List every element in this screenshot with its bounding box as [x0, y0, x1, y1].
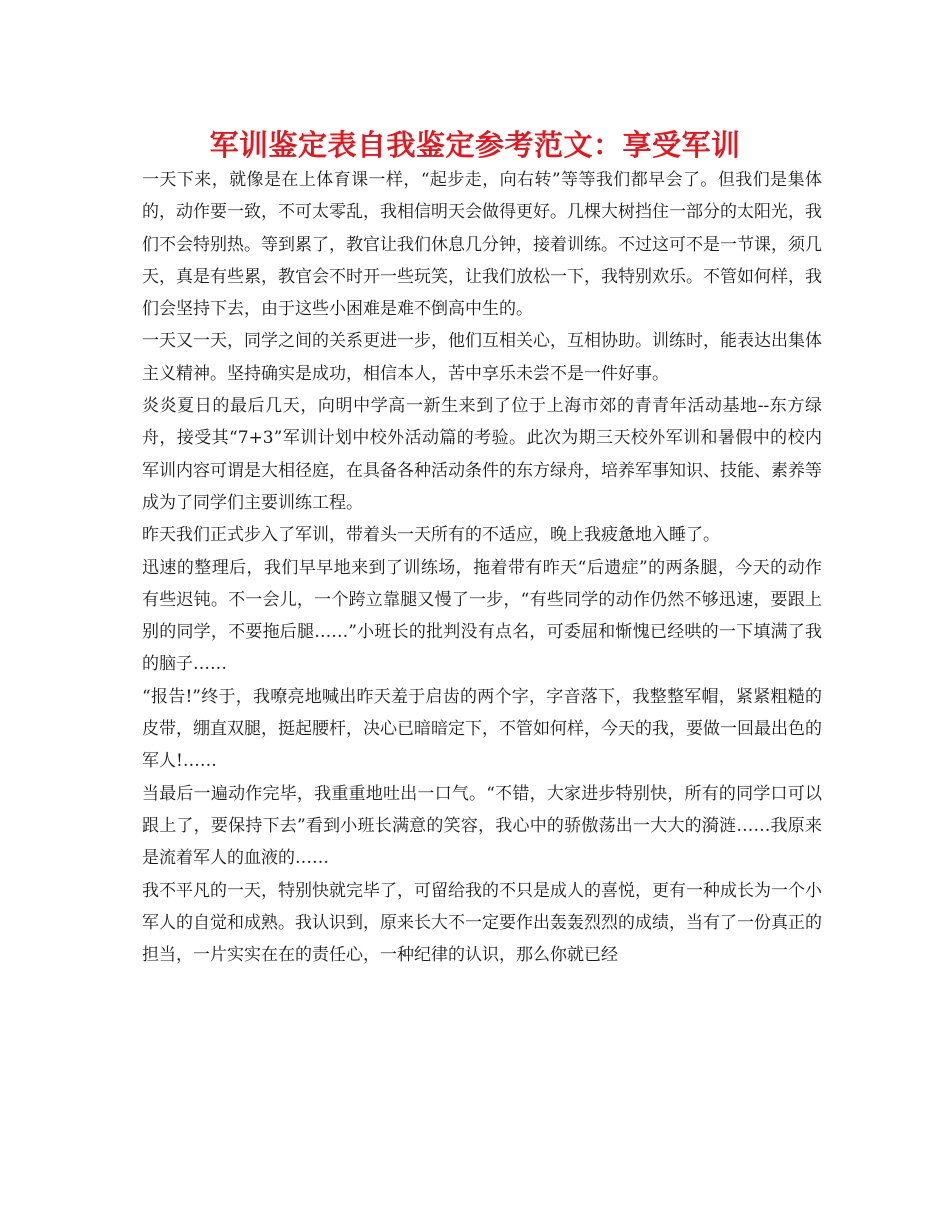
document-title: 军训鉴定表自我鉴定参考范文：享受军训 [209, 128, 741, 162]
paragraph: 昨天我们正式步入了军训，带着头一天所有的不适应，晚上我疲惫地入睡了。 [142, 525, 720, 546]
document-body [142, 164, 822, 971]
paragraph: 迅速的整理后，我们早早地来到了训练场，拖着带有昨天“后遗症”的两条腿，今天的动作有些迟钝。不一会儿，一个跨立靠腿又慢了一步，“有些同学的动作仍然不够迅速，要跟上别的同学，不要拖后腿……”小班长的批判没有点名，可委屈和惭愧已经哄的一下填满了我的脑子…… [142, 557, 822, 675]
paragraph: 我不平凡的一天，特别快就完毕了，可留给我的不只是成人的喜悦，更有一种成长为一个小军人的自觉和成熟。我认识到，原来长大不一定要作出轰轰烈烈的成绩，当有了一份真正的担当，一片实实在在的责任心，一种纪律的认识，那么你就已经 [142, 880, 822, 966]
paragraph: 一天又一天，同学之间的关系更进一步，他们互相关心，互相协助。训练时，能表达出集体主义精神。坚持确实是成功，相信本人，苦中享乐未尝不是一件好事。 [142, 331, 822, 384]
paragraph: 当最后一遍动作完毕，我重重地吐出一口气。“不错，大家进步特别快，所有的同学口可以跟上了，要保持下去”看到小班长满意的笑容，我心中的骄傲荡出一大大的漪涟……我原来是流着军人的血液的…… [142, 783, 822, 869]
paragraph: “报告!”终于，我嘹亮地喊出昨天羞于启齿的两个字，字音落下，我整整军帽，紧紧粗糙的皮带，绷直双腿，挺起腰杆，决心已暗暗定下，不管如何样，今天的我，要做一回最出色的军人!…… [142, 686, 822, 772]
paragraph: 一天下来，就像是在上体育课一样，“起步走，向右转”等等我们都早会了。但我们是集体的，动作要一致，不可太零乱，我相信明天会做得更好。几棵大树挡住一部分的太阳光，我们不会特别热。等到累了，教官让我们休息几分钟，接着训练。不过这可不是一节课，须几天，真是有些累，教官会不时开一些玩笑，让我们放松一下，我特别欢乐。不管如何样，我们会坚持下去，由于这些小困难是难不倒高中生的。 [142, 170, 822, 320]
paragraph: 炎炎夏日的最后几天，向明中学高一新生来到了位于上海市郊的青青年活动基地--东方绿舟，接受其“7+3”军训计划中校外活动篇的考验。此次为期三天校外军训和暑假中的校内军训内容可谓是大相径庭，在具备各种活动条件的东方绿舟，培养军事知识、技能、素养等成为了同学们主要训练工程。 [142, 396, 822, 513]
